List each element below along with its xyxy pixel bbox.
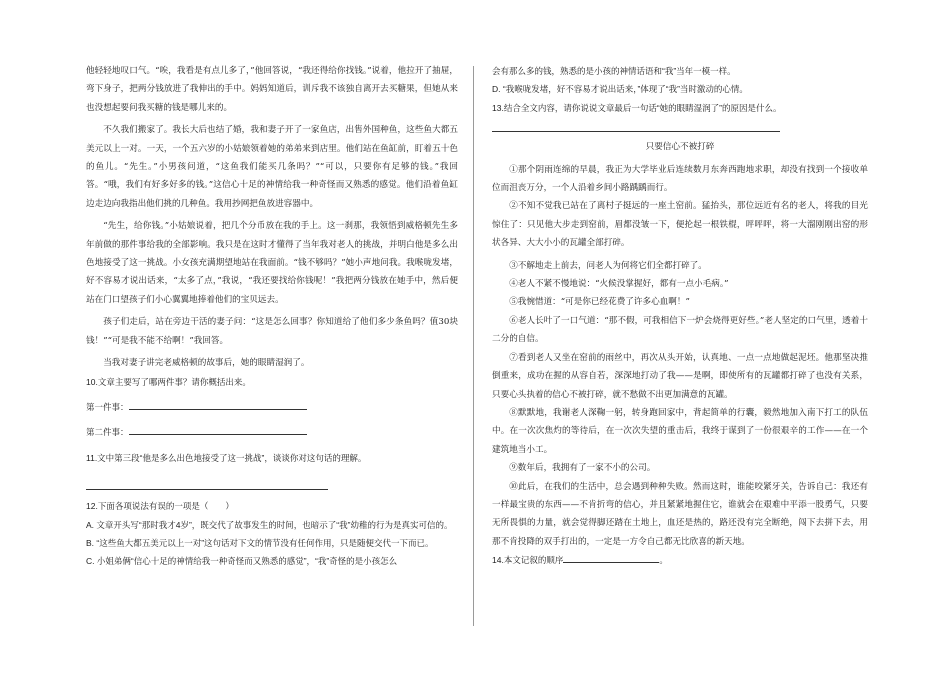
q10-first-answer-blank[interactable] <box>129 399 307 410</box>
story-paragraph: 不久我们搬家了。我长大后也结了婚，我和妻子开了一家鱼店，出售外国种鱼，这些鱼大都五美元以上一对。一天，一个五六岁的小姑娘领着她的弟弟来到店里。他们站在鱼缸前，盯着五十色的鱼儿。“先生。”小男孩问道，“这鱼我们能买几条吗？”“可以，只要你有足够的钱。”我回答。“哦，我们有好多好多的钱。”这信心十足的神情给我一种奇怪而又熟悉的感觉。他们沿着鱼缸边走边向我指出他们挑的几种鱼。我用抄网把鱼放进容器中。 <box>86 125 458 209</box>
q12-option-c-continued: 会有那么多的钱，熟悉的是小孩的神情话语和“我”当年一模一样。 <box>492 66 736 76</box>
story2-paragraph: ⑤我惋惜道：“可是你已经花费了许多心血啊！” <box>509 297 690 308</box>
q10-second-answer-blank[interactable] <box>129 424 307 435</box>
story2-paragraph: ①那个阴雨连绵的早晨，我正为大学毕业后连续数月东奔西跑地求职，却没有找到一个接收单位而沮丧万分，一个人沿着乡间小路踽踽而行。 <box>492 164 868 194</box>
q10-second-label: 第二件事： <box>86 427 129 438</box>
question-10: 10.文章主要写了哪两件事？请你概括出来。 <box>86 376 251 387</box>
question-14: 14.本文记叙的顺序 。 <box>492 551 868 569</box>
q10-first-event <box>86 398 458 416</box>
right-column <box>492 62 868 570</box>
q14-label: 14.本文记叙的顺序 <box>492 555 564 566</box>
question-11: 11.文中第三段“他是多么出色地接受了这一挑战”，谈谈你对这句话的理解。 <box>86 452 367 463</box>
q11-answer-line[interactable] <box>86 467 328 490</box>
story2-paragraph: ⑩此后，在我们的生活中，总会遇到种种失败。然而这时，谁能咬紧牙关，告诉自己：我还有一样最宝贵的东西——不肯折弯的信心，并且紧紧地握住它，谁就会在艰难中平添一股勇气，只要无所畏惧的力量，就会觉得脚还踏在土地上，血还是热的，路还没有完全断绝，闯下去拼下去，用那不肯投降的双手打出的，一定是一方令自己都无比欣喜的新天地。 <box>492 481 868 547</box>
story2-paragraph: ②不知不觉我已站在了离村子挺远的一座土窑前。猛抬头，那位远近有名的老人，将我的目光惊住了：只见他大步走到窑前，眉都没皱一下，便抡起一根铁棍，呯呯呯，将一大溜刚刚出窑的形状各异、大大小小的瓦罐全部打碎。 <box>492 201 868 249</box>
story2-paragraph: ⑥老人长叶了一口气道：“那不假，可我相信下一炉会烧得更好些。”老人坚定的口气里，透着十二分的自信。 <box>492 315 868 345</box>
q12-option-c: C. 小姐弟俩“信心十足的神情给我一种奇怪而又熟悉的感觉”，“我”奇怪的是小孩怎么 <box>86 556 398 567</box>
story2-paragraph: ③不解地走上前去，问老人为何将它们全都打碎了。 <box>509 260 707 271</box>
column-divider <box>473 66 474 626</box>
story-paragraph: 他轻轻地叹口气。“唉，我看是有点儿多了，”他回答说，“我还得给你找钱。”说着，他拉开了抽屉，弯下身子，把两分钱放进了我伸出的手中。妈妈知道后，训斥我不该独自离开去买糖果，但她从来也没想起要问我买糖的钱是哪儿来的。 <box>86 66 458 113</box>
q12-option-a: A. 文章开头写“那时我才4岁”，既交代了故事发生的时间，也暗示了“我”幼稚的行为是真实可信的。 <box>86 519 453 530</box>
story2-paragraph: ⑨数年后，我拥有了一家不小的公司。 <box>509 463 656 474</box>
q10-first-label: 第一件事： <box>86 401 129 412</box>
story-paragraph: 孩子们走后，站在旁边干活的妻子问：“这是怎么回事？你知道给了他们多少条鱼吗？值30块钱！”“可是我不能不给啊！”我回答。 <box>86 317 458 346</box>
q12-option-b: B. “这些鱼大都五美元以上一对”这句话对下文的情节没有任何作用，只是随便交代一下而已。 <box>86 537 434 548</box>
question-13: 13.结合全文内容，请你说说文章最后一句话“她的眼睛湿润了”的原因是什么。 <box>492 102 782 113</box>
question-12: 12.下面各项说法有误的一项是（ ） <box>86 501 234 512</box>
q14-answer-blank[interactable] <box>563 552 659 563</box>
story2-title: 只要信心不被打碎 <box>645 142 715 153</box>
q13-answer-line[interactable] <box>492 117 780 132</box>
story2-paragraph: ⑧默默地，我谢老人深鞠一躬，转身跑回家中，背起简单的行囊，毅然地加入南下打工的队伍中。在一次次焦灼的等待后，在一次次失望的重击后，我终于谋到了一份很艰辛的工作——在一个建筑地当小工。 <box>492 407 868 455</box>
q10-second-event <box>86 423 458 441</box>
story2-paragraph: ⑦看到老人又坐在窑前的雨丝中，再次从头开始，认真地、一点一点地做起泥坯。他那坚决推倒重来，成功在握的从容自若，深深地打动了我——是啊，即使所有的瓦罐都打碎了也没有关系，只要心头执着的信心不被打碎，就不愁做不出更加满意的瓦罐。 <box>492 352 868 400</box>
story2-paragraph: ④老人不紧不慢地说：“火候没掌握好，都有一点小毛病。” <box>509 279 729 290</box>
story-paragraph: “先生，给你钱。”小姑娘说着，把几个分币放在我的手上。这一刹那，我领悟到威格顿先生多年前做的那件事给我的全部影响。我只是在这时才懂得了当年我对老人的挑战，并明白他是多么出色地接受了这一挑战。小女孩充满期望地站在我面前。“钱不够吗？”她小声地问我。我喉咙发堵，好不容易才说出话来，“太多了点，”我说，“我还要找给你钱呢！”我把两分钱放在她手中，然后便站在门口望孩子们小心翼翼地捧着他们的宝贝远去。 <box>86 221 458 305</box>
left-column <box>86 62 458 571</box>
story-paragraph: 当我对妻子讲完老威格顿的故事后，她的眼睛湿润了。 <box>103 358 310 369</box>
q12-option-d: D. “我喉咙发堵，好不容易才说出话来，”体现了“我”当时激动的心情。 <box>492 84 748 95</box>
